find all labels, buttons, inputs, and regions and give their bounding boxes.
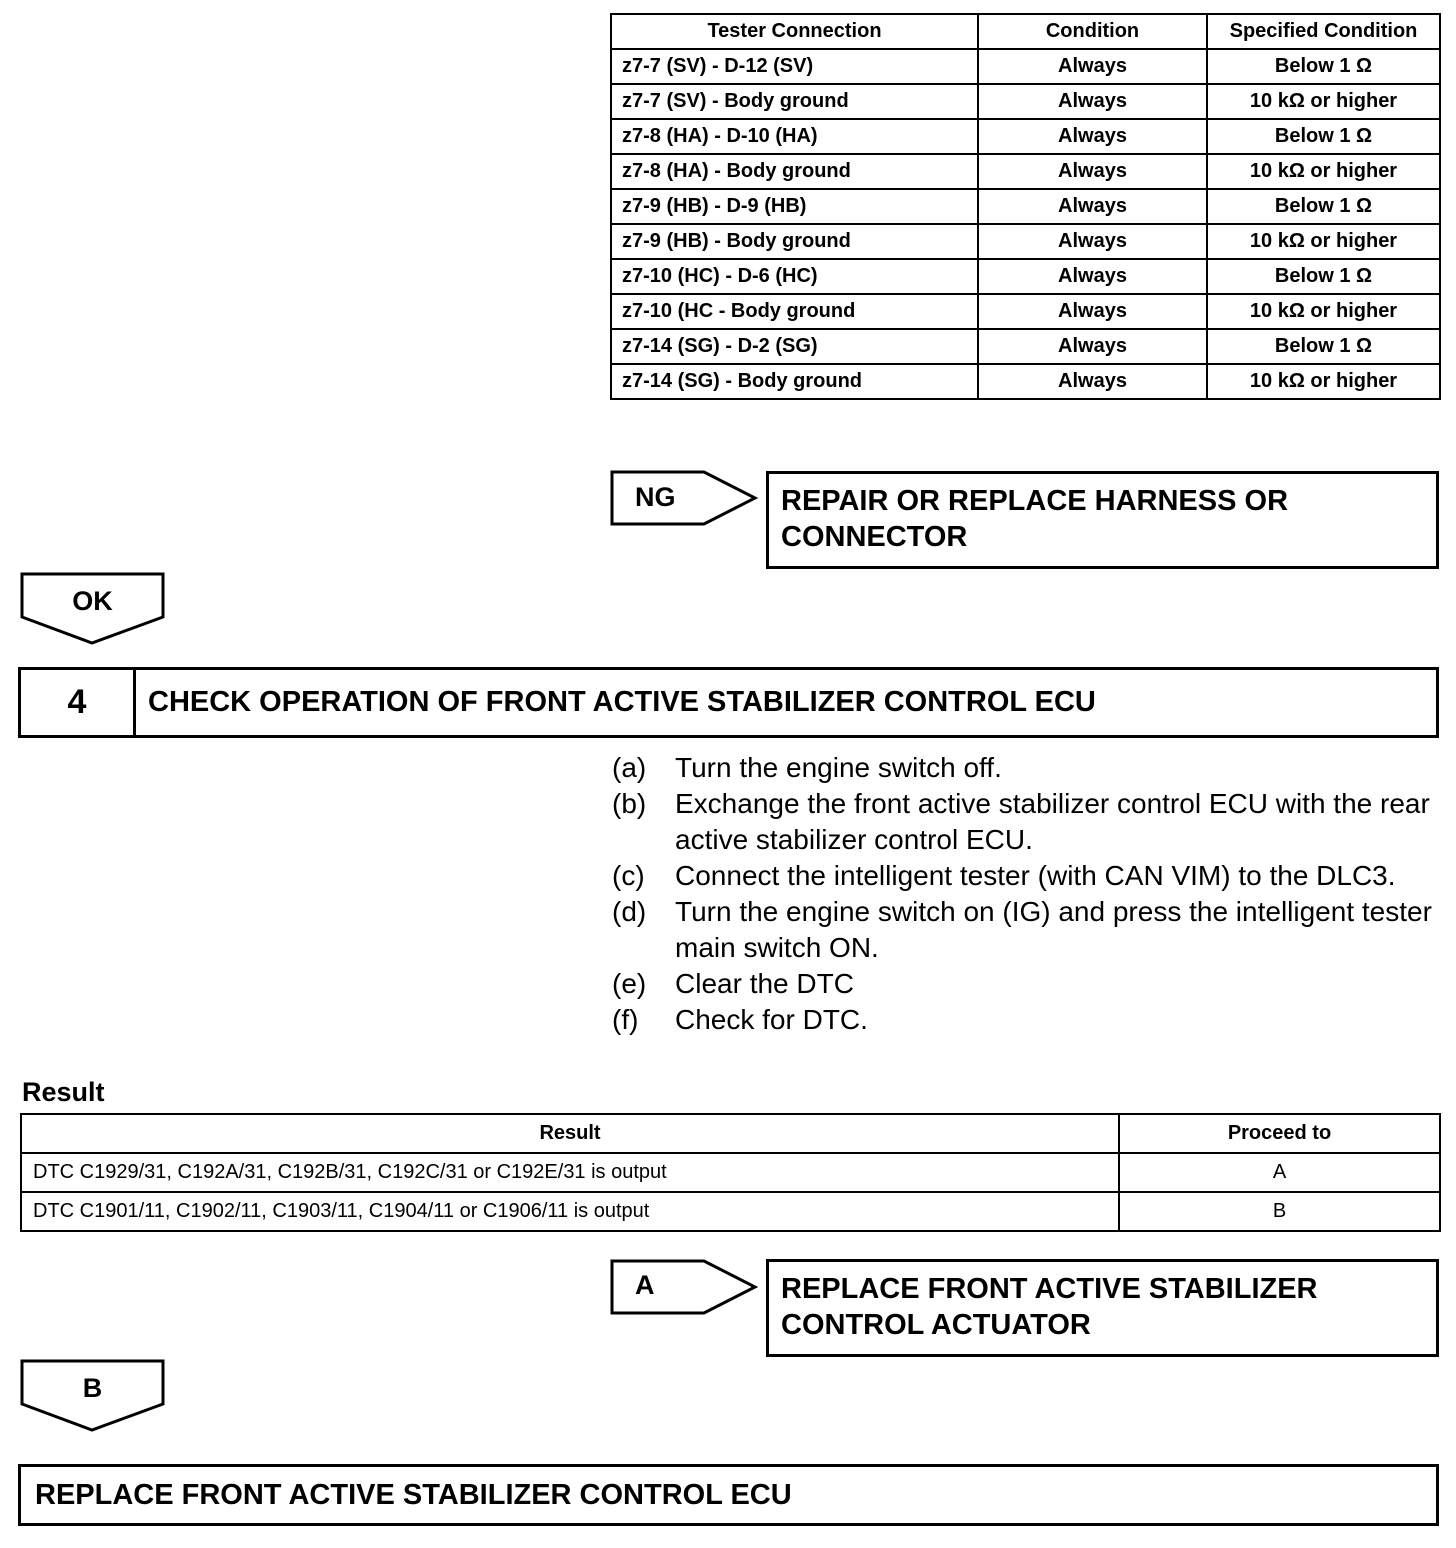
- step-text: Exchange the front active stabilizer control ECU with the rear active stabilizer control ECU.: [675, 788, 1430, 855]
- specified-condition-cell: Below 1 Ω: [1207, 329, 1440, 364]
- column-header: Condition: [978, 14, 1207, 49]
- a-tag-label: A: [635, 1270, 655, 1300]
- condition-cell: Always: [978, 49, 1207, 84]
- procedure-step: [612, 750, 1442, 786]
- condition-cell: Always: [978, 84, 1207, 119]
- right-arrow-tag-icon: [610, 1258, 760, 1318]
- specified-condition-cell: 10 kΩ or higher: [1207, 224, 1440, 259]
- tester-connection-cell: z7-10 (HC - Body ground: [611, 294, 978, 329]
- step-text: Turn the engine switch on (IG) and press the intelligent tester main switch ON.: [675, 896, 1432, 963]
- procedure-step: [612, 786, 1442, 858]
- table-row: [611, 189, 1440, 224]
- table-row: [21, 1192, 1440, 1231]
- final-action-box: [18, 1464, 1439, 1526]
- table-row: [611, 49, 1440, 84]
- result-table: [20, 1113, 1441, 1232]
- tester-connection-cell: z7-9 (HB) - D-9 (HB): [611, 189, 978, 224]
- ng-arrow-tag: [610, 469, 760, 529]
- step-header: [18, 667, 1439, 738]
- step-text: Connect the intelligent tester (with CAN VIM) to the DLC3.: [675, 860, 1396, 891]
- step-letter: (d): [612, 896, 647, 927]
- condition-cell: Always: [978, 119, 1207, 154]
- b-arrow-tag: [19, 1359, 166, 1433]
- condition-cell: Always: [978, 154, 1207, 189]
- table-row: [611, 364, 1440, 399]
- ng-action-box: [766, 471, 1439, 569]
- tester-connection-cell: z7-14 (SG) - Body ground: [611, 364, 978, 399]
- proceed-to-cell: B: [1119, 1192, 1440, 1231]
- table-row: [611, 119, 1440, 154]
- specified-condition-cell: Below 1 Ω: [1207, 189, 1440, 224]
- procedure-step: [612, 858, 1442, 894]
- final-action-text: REPLACE FRONT ACTIVE STABILIZER CONTROL ECU: [35, 1478, 792, 1511]
- table-row: [21, 1153, 1440, 1192]
- table-header-row: [21, 1114, 1440, 1153]
- table-header-row: [611, 14, 1440, 49]
- table-row: [611, 84, 1440, 119]
- a-action-box: [766, 1259, 1439, 1357]
- step-letter: (e): [612, 968, 647, 999]
- ok-arrow-tag: [19, 572, 166, 646]
- procedure-list: [612, 750, 1442, 1038]
- result-cell: DTC C1929/31, C192A/31, C192B/31, C192C/31 or C192E/31 is output: [21, 1153, 1119, 1192]
- condition-cell: Always: [978, 364, 1207, 399]
- b-tag-label: B: [82, 1373, 103, 1403]
- specified-condition-cell: 10 kΩ or higher: [1207, 84, 1440, 119]
- condition-cell: Always: [978, 329, 1207, 364]
- step-title: CHECK OPERATION OF FRONT ACTIVE STABILIZER CONTROL ECU: [148, 686, 1096, 718]
- condition-cell: Always: [978, 259, 1207, 294]
- condition-cell: Always: [978, 224, 1207, 259]
- specified-condition-cell: 10 kΩ or higher: [1207, 294, 1440, 329]
- tester-connection-table: [610, 13, 1441, 400]
- ng-tag-label: NG: [635, 482, 676, 512]
- tester-connection-cell: z7-8 (HA) - Body ground: [611, 154, 978, 189]
- table-row: [611, 294, 1440, 329]
- specified-condition-cell: Below 1 Ω: [1207, 49, 1440, 84]
- specified-condition-cell: 10 kΩ or higher: [1207, 154, 1440, 189]
- ng-action-text: REPAIR OR REPLACE HARNESS OR CONNECTOR: [781, 485, 1289, 553]
- step-text: Turn the engine switch off.: [675, 752, 1002, 783]
- tester-connection-cell: z7-14 (SG) - D-2 (SG): [611, 329, 978, 364]
- step-letter: (f): [612, 1004, 639, 1035]
- tester-connection-cell: z7-9 (HB) - Body ground: [611, 224, 978, 259]
- step-letter: (c): [612, 860, 645, 891]
- condition-cell: Always: [978, 294, 1207, 329]
- ok-tag-label: OK: [72, 586, 113, 616]
- tester-connection-cell: z7-8 (HA) - D-10 (HA): [611, 119, 978, 154]
- condition-cell: Always: [978, 189, 1207, 224]
- table-row: [611, 259, 1440, 294]
- result-heading: Result: [22, 1077, 105, 1107]
- a-action-text: REPLACE FRONT ACTIVE STABILIZER CONTROL ACTUATOR: [781, 1273, 1318, 1341]
- procedure-step: [612, 966, 1442, 1002]
- tester-connection-cell: z7-7 (SV) - Body ground: [611, 84, 978, 119]
- specified-condition-cell: Below 1 Ω: [1207, 259, 1440, 294]
- column-header: Tester Connection: [611, 14, 978, 49]
- specified-condition-cell: Below 1 Ω: [1207, 119, 1440, 154]
- column-header: Result: [21, 1114, 1119, 1153]
- proceed-to-cell: A: [1119, 1153, 1440, 1192]
- procedure-step: [612, 1002, 1442, 1038]
- column-header: Specified Condition: [1207, 14, 1440, 49]
- step-letter: (b): [612, 788, 647, 819]
- step-number: 4: [21, 670, 136, 735]
- step-letter: (a): [612, 752, 647, 783]
- column-header: Proceed to: [1119, 1114, 1440, 1153]
- table-row: [611, 329, 1440, 364]
- table-row: [611, 154, 1440, 189]
- procedure-step: [612, 894, 1442, 966]
- tester-connection-cell: z7-7 (SV) - D-12 (SV): [611, 49, 978, 84]
- step-text: Clear the DTC: [675, 968, 854, 999]
- step-text: Check for DTC.: [675, 1004, 868, 1035]
- a-arrow-tag: [610, 1258, 760, 1318]
- specified-condition-cell: 10 kΩ or higher: [1207, 364, 1440, 399]
- right-arrow-tag-icon: [610, 469, 760, 529]
- result-cell: DTC C1901/11, C1902/11, C1903/11, C1904/11 or C1906/11 is output: [21, 1192, 1119, 1231]
- tester-connection-cell: z7-10 (HC) - D-6 (HC): [611, 259, 978, 294]
- table-row: [611, 224, 1440, 259]
